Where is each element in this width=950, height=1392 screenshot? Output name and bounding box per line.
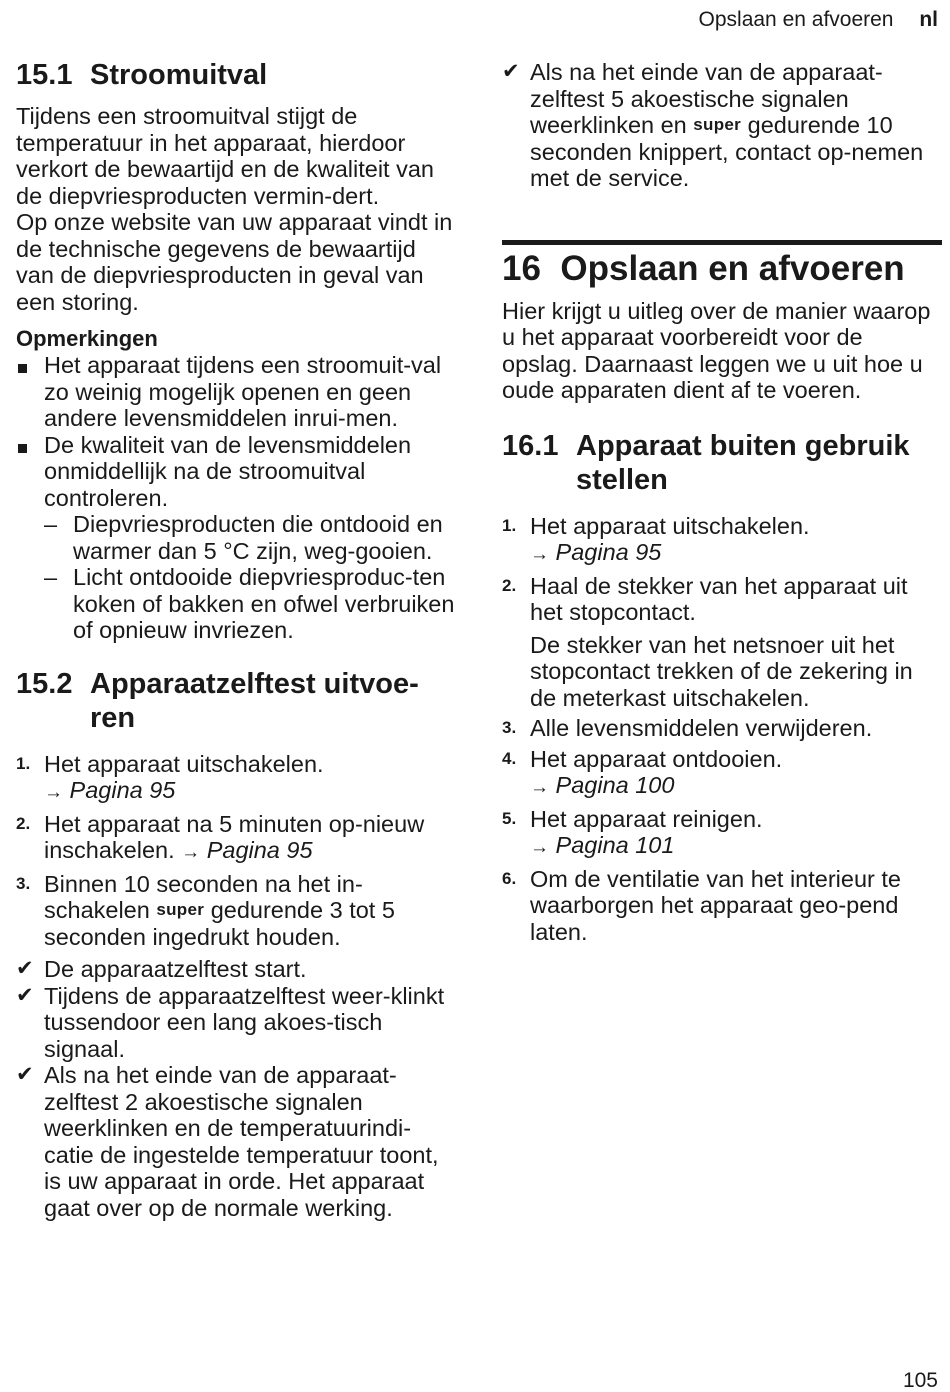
- checkmark-icon: ✔: [16, 1063, 34, 1086]
- chapter-rule: [502, 240, 942, 245]
- arrow-icon: →: [530, 837, 549, 858]
- dash-item: [44, 511, 456, 564]
- step-text: Het apparaat ontdooien.: [530, 745, 783, 772]
- note-item: [16, 432, 456, 644]
- step-text-before-key: Binnen 10 seconden na het in-schakelen: [44, 870, 363, 923]
- right-column: [502, 0, 942, 945]
- step-text: Alle levensmiddelen verwijderen.: [530, 715, 873, 741]
- arrow-icon: →: [530, 544, 549, 565]
- note-item: [16, 352, 456, 432]
- chapter-intro: Hier krijgt u uitleg over de manier waarop u het apparaat voorbereidt voor de opslag. Daarnaast leggen we u uit hoe u oude apparaten dient af te voeren.: [502, 297, 931, 403]
- step-number: 2.: [16, 813, 31, 833]
- page-reference-label: Pagina 100: [555, 772, 675, 798]
- page-reference: [44, 777, 175, 803]
- section-number: 15.1: [16, 59, 73, 91]
- result-item: [16, 956, 456, 983]
- step-number: 4.: [502, 748, 517, 768]
- section-title: Stroomuitval: [90, 59, 268, 91]
- header-language-code: nl: [919, 8, 938, 31]
- result-text: Als na het einde van de apparaat-zelftest 2 akoestische signalen weerklinken en de temperatuurindi-catie de ingestelde temperatuur toont, is uw apparaat in orde. Het apparaat gaat over op de normale werking.: [44, 1062, 439, 1221]
- dash-text: Diepvriesproducten die ontdooid en warmer dan 5 °C zijn, weg-gooien.: [73, 511, 443, 564]
- result-item: [16, 1062, 456, 1221]
- note-text: De kwaliteit van de levensmiddelen onmiddellijk na de stroomuitval controleren.: [44, 431, 412, 511]
- result-text: De apparaatzelftest start.: [44, 956, 307, 982]
- page-reference-label: Pagina 95: [206, 837, 313, 863]
- step-item: [502, 746, 942, 802]
- result-text-after-key: gedurende 10 seconden knippert, contact op-nemen met de service.: [530, 112, 924, 191]
- arrow-icon: →: [44, 782, 63, 803]
- step-item: [16, 751, 456, 807]
- result-text: Tijdens de apparaatzelftest weer-klinkt tussendoor een lang akoes-tisch signaal.: [44, 982, 445, 1062]
- step-text: Het apparaat uitschakelen.: [44, 750, 324, 777]
- square-bullet-icon: [16, 432, 44, 459]
- page-reference-label: Pagina 95: [555, 539, 662, 565]
- section-title-line-1: Apparaat buiten gebruik: [576, 429, 910, 462]
- page-reference: [530, 772, 674, 798]
- arrow-icon: →: [530, 777, 549, 798]
- page-reference: [530, 539, 661, 565]
- step-item: [502, 513, 942, 569]
- checkmark-icon: ✔: [502, 60, 520, 83]
- step-number: 3.: [16, 873, 31, 893]
- section-title-line-2: ren: [90, 701, 136, 734]
- step-number: 2.: [502, 575, 517, 595]
- chapter-title: Opslaan en afvoeren: [560, 248, 905, 288]
- step-text: Haal de stekker van het apparaat uit het stopcontact.: [530, 572, 908, 625]
- dash-text: Licht ontdooide diepvriesproduc-ten koken of bakken en ofwel verbruiken of opnieuw invriezen.: [73, 564, 455, 643]
- page-reference: [530, 832, 674, 858]
- step-explanation: De stekker van het netsnoer uit het stopcontact trekken of de zekering in de meterkast uitschakelen.: [530, 631, 913, 711]
- section-number: 16.1: [502, 429, 559, 462]
- arrow-icon: →: [181, 842, 201, 863]
- note-text: Het apparaat tijdens een stroomuit-val zo weinig mogelijk openen en geen andere levensmiddelen inrui-men.: [44, 352, 442, 431]
- notes-title: Opmerkingen: [16, 326, 158, 351]
- result-item: [502, 59, 942, 192]
- page-number: 105: [902, 1369, 938, 1392]
- stroomuitval-paragraph-2: Op onze website van uw apparaat vindt in de technische gegevens de bewaartijd van de diepvriesproducten in geval van een storing.: [16, 209, 453, 315]
- step-number: 1.: [16, 753, 31, 773]
- page-reference: [181, 837, 312, 863]
- dash-icon: –: [44, 511, 58, 537]
- step-item: [502, 866, 942, 946]
- stroomuitval-paragraph-1: Tijdens een stroomuitval stijgt de temperatuur in het apparaat, hierdoor verkort de bewaartijd en de kwaliteit van de diepvriesproducten vermin-dert.: [16, 103, 434, 209]
- section-title-line-1: Apparaatzelftest uitvoe-: [90, 667, 419, 700]
- super-key-icon: super: [156, 900, 205, 919]
- step-number: 1.: [502, 515, 517, 535]
- chapter-16-heading: [502, 249, 942, 289]
- step-text: Om de ventilatie van het interieur te waarborgen het apparaat geo-pend laten.: [530, 865, 901, 945]
- section-title-line-2: stellen: [576, 463, 668, 496]
- chapter-number: 16: [502, 248, 541, 288]
- header-section-title: Opslaan en afvoeren: [698, 8, 894, 31]
- super-key-icon: super: [693, 115, 742, 134]
- dash-item: [44, 564, 456, 644]
- step-item: [502, 573, 942, 712]
- step-text: Het apparaat uitschakelen.: [530, 512, 810, 539]
- section-15-2-heading: [16, 667, 456, 735]
- section-number: 15.2: [16, 667, 73, 700]
- section-16-1-heading: [502, 429, 942, 497]
- result-item: [16, 983, 456, 1063]
- page-reference-label: Pagina 101: [555, 832, 675, 858]
- step-text: Het apparaat reinigen.: [530, 805, 763, 832]
- step-item: [16, 811, 456, 867]
- step-item: [502, 715, 942, 742]
- step-number: 6.: [502, 868, 517, 888]
- step-item: [16, 871, 456, 951]
- square-bullet-icon: [16, 352, 44, 379]
- section-15-1-heading: [16, 58, 456, 92]
- step-text: Het apparaat na 5 minuten op-nieuw inschakelen.: [44, 810, 425, 863]
- step-number: 3.: [502, 718, 517, 737]
- step-text-after-key: gedurende 3 tot 5 seconden ingedrukt houden.: [44, 897, 395, 950]
- checkmark-icon: ✔: [16, 983, 34, 1007]
- step-number: 5.: [502, 808, 517, 828]
- step-item: [502, 806, 942, 862]
- checkmark-icon: ✔: [16, 957, 34, 980]
- result-text-before-key: Als na het einde van de apparaat-zelftest 5 akoestische signalen weerklinken en: [530, 59, 883, 138]
- dash-icon: –: [44, 564, 58, 590]
- left-column: [16, 0, 456, 1221]
- page-reference-label: Pagina 95: [69, 777, 176, 803]
